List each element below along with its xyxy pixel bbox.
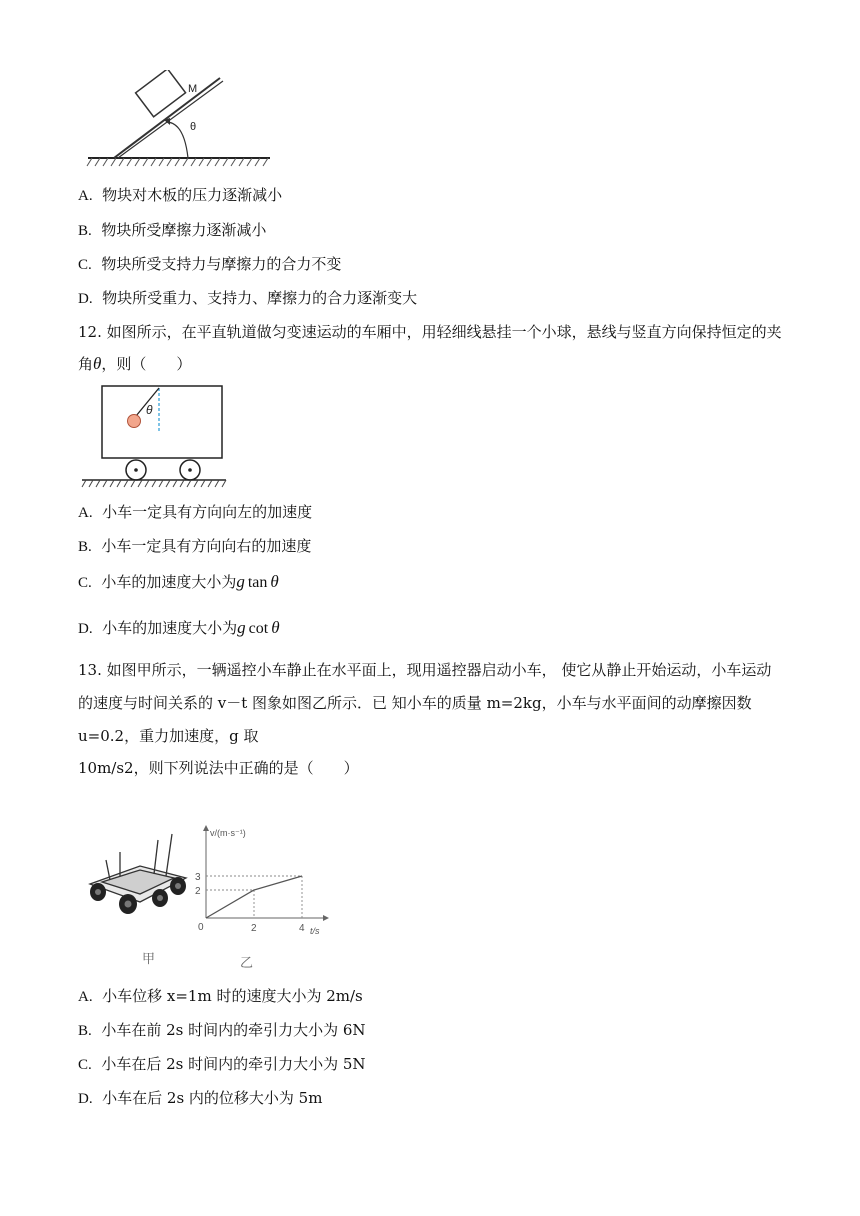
q13-stem-line4: 10m/s2，则下列说法中正确的是（ ） <box>78 759 359 777</box>
rc-car-photo <box>80 826 196 926</box>
caption-jia: 甲 <box>142 952 156 967</box>
vt-y-tick-label: 2 <box>195 886 201 897</box>
q11-option-a[interactable]: A. 物块对木板的压力逐渐减小 <box>78 186 283 204</box>
vt-origin-label: 0 <box>198 922 204 933</box>
vt-y-tick-label: 3 <box>195 872 201 883</box>
incline-figure <box>84 70 274 170</box>
q11-option-c[interactable]: C. 物块所受支持力与摩擦力的合力不变 <box>78 255 342 273</box>
q12-option-c[interactable]: C. 小车的加速度大小为g tan θ <box>78 572 279 591</box>
incline-mass-label: M <box>188 83 198 95</box>
q13-option-a[interactable]: A. 小车位移 x=1m 时的速度大小为 2m/s <box>78 987 363 1005</box>
vt-y-axis-label: v/(m·s⁻¹) <box>210 828 246 838</box>
q13-stem-line2: 的速度与时间关系的 v－t 图象如图乙所示．已 知小车的质量 m=2kg，小车与水平面间的动摩擦因数 <box>78 694 752 712</box>
q11-option-b[interactable]: B. 物块所受摩擦力逐渐减小 <box>78 221 267 239</box>
q11-option-d[interactable]: D. 物块所受重力、支持力、摩擦力的合力逐渐变大 <box>78 289 418 307</box>
vt-graph <box>192 822 332 946</box>
carriage-figure <box>80 382 230 494</box>
q13-option-b[interactable]: B. 小车在前 2s 时间内的牵引力大小为 6N <box>78 1021 366 1039</box>
q13-option-c[interactable]: C. 小车在后 2s 时间内的牵引力大小为 5N <box>78 1055 366 1073</box>
q12-option-a[interactable]: A. 小车一定具有方向向左的加速度 <box>78 503 313 521</box>
caption-yi: 乙 <box>240 956 254 971</box>
vt-x-tick-label: 2 <box>251 923 257 934</box>
q13-stem-line1: 13. 如图甲所示，一辆遥控小车静止在水平面上，现用遥控器启动小车， 使它从静止开始运动，小车运动 <box>78 661 772 679</box>
q13-option-d[interactable]: D. 小车在后 2s 内的位移大小为 5m <box>78 1089 323 1107</box>
q12-stem-line2: 角θ，则（ ） <box>78 354 192 373</box>
incline-angle-label: θ <box>190 121 197 133</box>
carriage-angle-label: θ <box>146 403 153 417</box>
q12-option-d[interactable]: D. 小车的加速度大小为g cot θ <box>78 618 280 637</box>
q12-option-b[interactable]: B. 小车一定具有方向向右的加速度 <box>78 537 312 555</box>
q12-stem-line1: 12. 如图所示，在平直轨道做匀变速运动的车厢中，用轻细线悬挂一个小球，悬线与竖直方向保持恒定的夹 <box>78 323 782 341</box>
q13-stem-line3: u=0.2，重力加速度，g 取 <box>78 727 259 745</box>
vt-x-axis-label: t/s <box>310 926 320 936</box>
vt-x-tick-label: 4 <box>299 923 305 934</box>
